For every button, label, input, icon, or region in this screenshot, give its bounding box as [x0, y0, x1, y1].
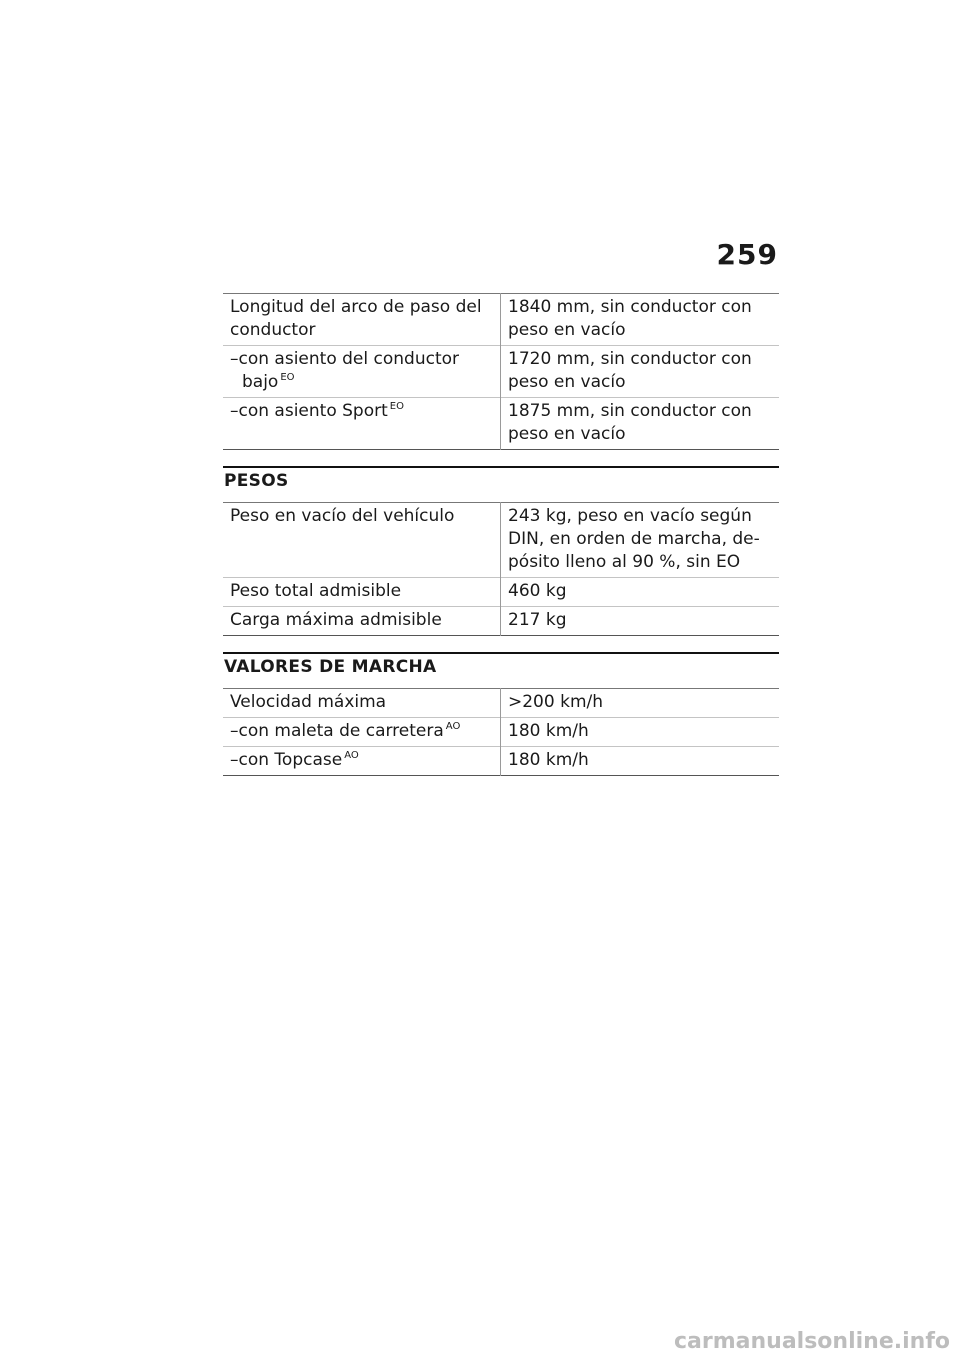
row-value: 217 kg [508, 610, 567, 630]
section-title: PESOS [224, 471, 289, 491]
spec-content [223, 293, 779, 776]
row-value: 1720 mm, sin conductor con peso en vacío [508, 349, 752, 392]
table-row [223, 718, 779, 747]
optional-equipment-mark: EO [389, 401, 404, 412]
table-row [223, 747, 779, 776]
row-label: –con asiento Sport $^{EO}$ [223, 398, 501, 450]
dimensions-table [223, 293, 779, 450]
optional-accessory-mark: AO [445, 721, 461, 732]
watermark-footer: carmanualsonline.info [674, 1329, 950, 1354]
row-value: 180 km/h [508, 750, 589, 770]
table-row [223, 503, 779, 578]
row-label: Carga máxima admisible [223, 607, 501, 636]
table-row [223, 294, 779, 346]
row-value: 1875 mm, sin conductor con peso en vacío [508, 401, 752, 444]
row-label: –con maleta de carretera $^{AO}$ [223, 718, 501, 747]
table-row [223, 578, 779, 607]
weights-section [223, 466, 779, 636]
row-label: Longitud del arco de paso del conductor [223, 294, 501, 346]
page-number: 259 [716, 238, 778, 271]
weights-table [223, 502, 779, 636]
row-label: –con asiento del conductor bajo $^{EO}$ [223, 346, 501, 398]
row-value: 180 km/h [508, 721, 589, 741]
row-label: Peso total admisible [223, 578, 501, 607]
table-row [223, 689, 779, 718]
performance-section [223, 652, 779, 776]
table-row [223, 398, 779, 450]
row-value: 243 kg, peso en vacío según DIN, en orden de marcha, de-pósito lleno al 90 %, sin EO [508, 506, 760, 572]
row-label: –con Topcase $^{AO}$ [223, 747, 501, 776]
row-value: >200 km/h [508, 692, 604, 712]
performance-table [223, 688, 779, 776]
table-row [223, 346, 779, 398]
optional-accessory-mark: AO [344, 750, 359, 761]
optional-equipment-mark: EO [280, 372, 295, 383]
row-value: 1840 mm, sin conductor con peso en vacío [508, 297, 752, 340]
section-title: VALORES DE MARCHA [224, 657, 437, 677]
row-value: 460 kg [508, 581, 567, 601]
table-row [223, 607, 779, 636]
row-label: Peso en vacío del vehículo [223, 503, 501, 578]
row-label: Velocidad máxima [223, 689, 501, 718]
